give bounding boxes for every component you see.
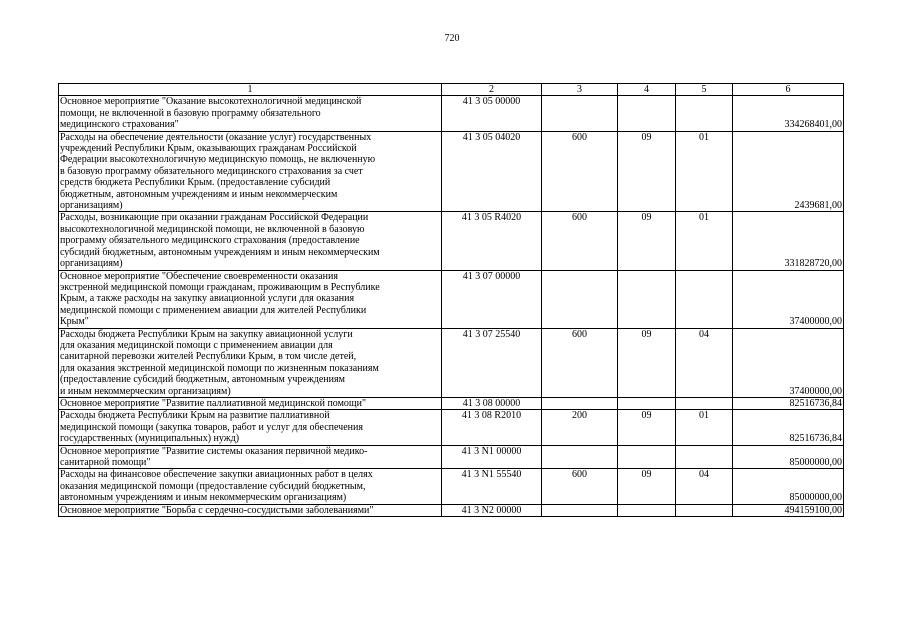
row-name-cell [59, 328, 442, 397]
row-code-cell: 41 3 05 R4020 [442, 212, 542, 270]
table-row [59, 469, 844, 504]
row-col4-cell [618, 504, 676, 516]
row-name-cell [59, 270, 442, 328]
row-name-line: программу обязательного медицинского страхования (предоставление [60, 235, 360, 247]
row-col3-cell [542, 445, 618, 469]
row-col4-cell: 09 [618, 328, 676, 397]
row-col5-cell [676, 504, 733, 516]
row-name-cell [59, 445, 442, 469]
header-col-6: 6 [733, 84, 844, 96]
row-col3-cell [542, 397, 618, 409]
row-name-line: для оказания медицинской помощи с применением авиации для [60, 339, 333, 351]
row-name-line: организациям) [60, 258, 123, 270]
row-name-cell [59, 504, 442, 516]
row-name-line: Федерации высокотехнологичную медицинскую помощь, не включенную [60, 154, 376, 166]
table-row [59, 131, 844, 212]
row-col3-cell: 600 [542, 328, 618, 397]
row-name-line: Расходы на обеспечение деятельности (оказание услуг) государственных [60, 131, 372, 143]
row-name-line: санитарной помощи" [60, 457, 151, 468]
row-name-line: помощи, не включенной в базовую программу обязательного [60, 107, 321, 119]
row-col4-cell [618, 397, 676, 409]
row-sum-cell: 334268401,00 [733, 96, 844, 131]
row-code-cell: 41 3 N2 00000 [442, 504, 542, 516]
row-name-line: для оказания экстренной медицинской помощи по жизненным показаниям [60, 362, 379, 374]
row-name-line: Крым, а также расходы на закупку авиационной услуги для оказания [60, 293, 355, 305]
row-sum-cell: 85000000,00 [733, 469, 844, 504]
row-name-line: и иным некоммерческим организациям) [60, 385, 231, 397]
row-col4-cell: 09 [618, 410, 676, 445]
table-header-row [59, 84, 844, 96]
row-name-line: Основное мероприятие "Развитие паллиативной медицинской помощи" [60, 397, 367, 409]
row-code-cell: 41 3 07 00000 [442, 270, 542, 328]
row-name-line: Расходы бюджета Республики Крым на развитие паллиативной [60, 410, 330, 422]
row-name-line: Расходы бюджета Республики Крым на закупку авиационной услуги [60, 328, 353, 340]
row-name-line: автономным учреждениям и иным некоммерческим организациям) [60, 492, 347, 504]
row-name-line: Расходы, возникающие при оказании гражданам Российской Федерации [60, 212, 369, 224]
table-row [59, 212, 844, 270]
row-sum-cell: 494159100,00 [733, 504, 844, 516]
table-row [59, 397, 844, 409]
row-col3-cell [542, 504, 618, 516]
header-col-1: 1 [59, 84, 442, 96]
row-col5-cell [676, 96, 733, 131]
row-col4-cell [618, 96, 676, 131]
row-code-cell: 41 3 N1 00000 [442, 445, 542, 469]
row-name-line: бюджетным, автономным учреждениям и иным некоммерческим [60, 188, 338, 200]
row-name-cell [59, 410, 442, 445]
row-name-cell [59, 397, 442, 409]
row-col5-cell: 04 [676, 328, 733, 397]
row-name-line: высокотехнологичной медицинской помощи, не включенной в базовую [60, 223, 365, 235]
table-row [59, 96, 844, 131]
row-col3-cell: 200 [542, 410, 618, 445]
header-col-2: 2 [442, 84, 542, 96]
row-name-cell [59, 469, 442, 504]
table-row [59, 445, 844, 469]
row-name-line: Основное мероприятие "Обеспечение своевременности оказания [60, 270, 338, 282]
row-col3-cell: 600 [542, 212, 618, 270]
row-sum-cell: 2439681,00 [733, 131, 844, 212]
row-sum-cell: 85000000,00 [733, 445, 844, 469]
row-col4-cell [618, 270, 676, 328]
row-sum-cell: 37400000,00 [733, 328, 844, 397]
row-name-cell [59, 96, 442, 131]
header-col-3: 3 [542, 84, 618, 96]
row-col3-cell: 600 [542, 469, 618, 504]
row-name-line: экстренной медицинской помощи гражданам, проживающим в Республике [60, 281, 380, 293]
header-col-4: 4 [618, 84, 676, 96]
row-name-line: субсидий бюджетным, автономным учреждениям и иным некоммерческим [60, 246, 380, 258]
row-name-line: медицинского страхования" [60, 119, 179, 131]
row-col3-cell: 600 [542, 131, 618, 212]
row-col5-cell [676, 270, 733, 328]
row-name-line: Основное мероприятие "Оказание высокотехнологичной медицинской [60, 96, 362, 108]
row-col5-cell [676, 445, 733, 469]
row-code-cell: 41 3 05 04020 [442, 131, 542, 212]
row-code-cell: 41 3 08 00000 [442, 397, 542, 409]
row-name-line: медицинской помощи с применением авиации для жителей Республики [60, 304, 367, 316]
table-row [59, 410, 844, 445]
row-sum-cell: 82516736,84 [733, 410, 844, 445]
row-name-line: медицинской помощи (закупка товаров, работ и услуг для обеспечения [60, 421, 363, 433]
row-col4-cell: 09 [618, 469, 676, 504]
budget-table [58, 83, 844, 517]
row-code-cell: 41 3 07 25540 [442, 328, 542, 397]
row-name-line: учреждений Республики Крым, оказывающих гражданам Российской [60, 143, 357, 155]
row-col5-cell: 01 [676, 410, 733, 445]
row-name-line: санитарной перевозки жителей Республики Крым, в том числе детей, [60, 351, 357, 363]
row-name-line: Расходы на финансовое обеспечение закупки авиационных работ в целях [60, 469, 373, 481]
table-row [59, 504, 844, 516]
row-name-cell [59, 131, 442, 212]
row-code-cell: 41 3 08 R2010 [442, 410, 542, 445]
page-number: 720 [444, 33, 460, 44]
row-col4-cell [618, 445, 676, 469]
row-name-line: (предоставление субсидий бюджетным, автономным учреждениям [60, 374, 345, 386]
row-name-line: в базовую программу обязательного медицинского страхования за счет [60, 165, 363, 177]
row-name-line: Основное мероприятие "Развитие системы оказания первичной медико- [60, 445, 368, 457]
row-col5-cell: 01 [676, 212, 733, 270]
row-code-cell: 41 3 N1 55540 [442, 469, 542, 504]
row-name-line: Крым" [60, 316, 89, 328]
row-code-cell: 41 3 05 00000 [442, 96, 542, 131]
row-col3-cell [542, 96, 618, 131]
row-sum-cell: 82516736,84 [733, 397, 844, 409]
table-row [59, 270, 844, 328]
row-name-line: оказания медицинской помощи (предоставление субсидий бюджетным, [60, 480, 366, 492]
row-name-line: организациям) [60, 200, 123, 212]
row-sum-cell: 37400000,00 [733, 270, 844, 328]
row-name-cell [59, 212, 442, 270]
row-sum-cell: 331828720,00 [733, 212, 844, 270]
row-col5-cell: 01 [676, 131, 733, 212]
row-col3-cell [542, 270, 618, 328]
table-row [59, 328, 844, 397]
header-col-5: 5 [676, 84, 733, 96]
row-col4-cell: 09 [618, 212, 676, 270]
row-name-line: государственных (муниципальных) нужд) [60, 433, 240, 445]
row-col5-cell: 04 [676, 469, 733, 504]
row-col4-cell: 09 [618, 131, 676, 212]
row-col5-cell [676, 397, 733, 409]
row-name-line: Основное мероприятие "Борьба с сердечно-сосудистыми заболеваниями" [60, 504, 374, 516]
row-name-line: средств бюджета Республики Крым. (предоставление субсидий [60, 177, 331, 189]
